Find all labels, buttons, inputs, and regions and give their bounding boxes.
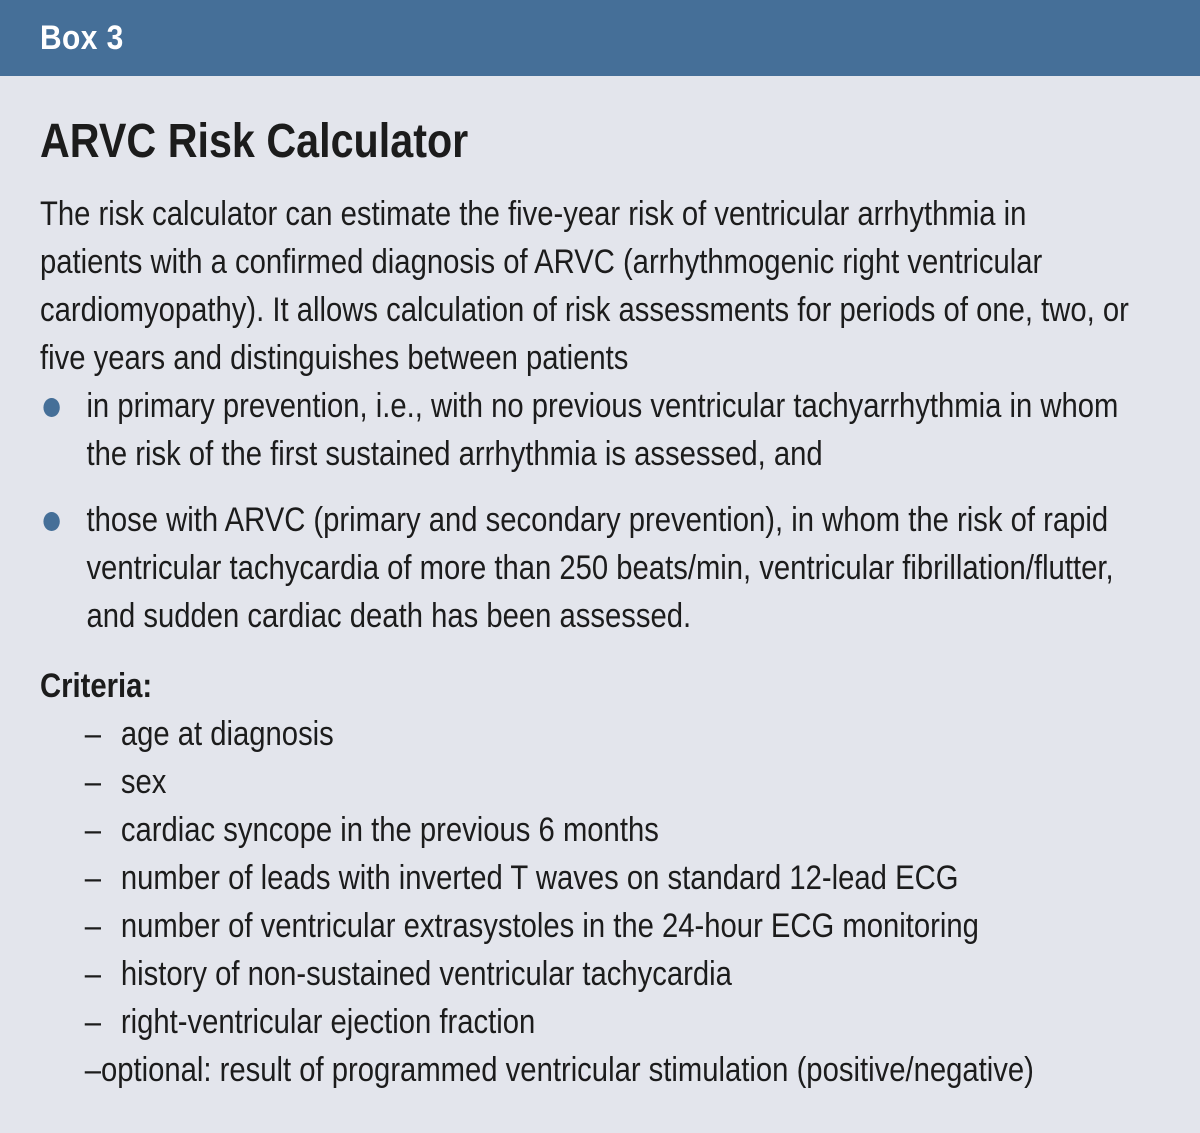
dash-icon: – (84, 1051, 101, 1089)
dash-icon: – (84, 907, 101, 945)
criteria-text: right-ventricular ejection fraction (120, 1003, 536, 1041)
bullet-text: in primary prevention, i.e., with no previous ventricular tachyarrhythmia in whom the risk of the first sustained arrhythmia is assessed, and (86, 387, 1119, 473)
dash-icon: – (84, 955, 101, 993)
dash-icon: – (84, 1003, 101, 1041)
bullet-text: those with ARVC (primary and secondary prevention), in whom the risk of rapid ventricular tachycardia of more than 250 beats/min, ventricular fibrillation/flutter, and sudden cardiac death has been assessed. (86, 501, 1114, 635)
criteria-list (40, 710, 1160, 1094)
box-title: ARVC Risk Calculator (40, 115, 469, 168)
criteria-item (40, 950, 1003, 998)
criteria-text: number of ventricular extrasystoles in the 24-hour ECG monitoring (120, 907, 979, 945)
criteria-heading: Criteria: (40, 667, 153, 705)
dash-icon: – (84, 811, 101, 849)
box-header (0, 0, 1200, 76)
criteria-item (40, 806, 1003, 854)
dash-icon: – (84, 859, 101, 897)
criteria-item (40, 1046, 1034, 1094)
criteria-text: sex (120, 763, 167, 801)
criteria-item (40, 998, 1003, 1046)
bullet-list (40, 382, 1160, 640)
criteria-text: history of non-sustained ventricular tachycardia (120, 955, 732, 993)
dash-icon: – (84, 715, 101, 753)
criteria-text: number of leads with inverted T waves on standard 12-lead ECG (120, 859, 959, 897)
criteria-item (40, 854, 1003, 902)
criteria-text: optional: result of programmed ventricular stimulation (positive/negative) (100, 1051, 1034, 1089)
criteria-text: cardiac syncope in the previous 6 months (120, 811, 659, 849)
intro-paragraph: The risk calculator can estimate the five-year risk of ventricular arrhythmia in patients with a confirmed diagnosis of ARVC (arrhythmogenic right ventricular cardiomyopathy). It allows calculation of risk assessments for periods of one, two, or five years and distinguishes between patients (40, 195, 1129, 377)
criteria-item (40, 710, 1003, 758)
criteria-item (40, 758, 1003, 806)
bullet-dot-icon (43, 512, 59, 531)
criteria-item (40, 902, 1003, 950)
bullet-item (40, 496, 1136, 640)
box-label: Box 3 (40, 18, 124, 57)
criteria-text: age at diagnosis (120, 715, 334, 753)
bullet-dot-icon (43, 398, 59, 417)
box-content (0, 76, 1200, 1094)
dash-icon: – (84, 763, 101, 801)
bullet-item (40, 382, 1136, 478)
